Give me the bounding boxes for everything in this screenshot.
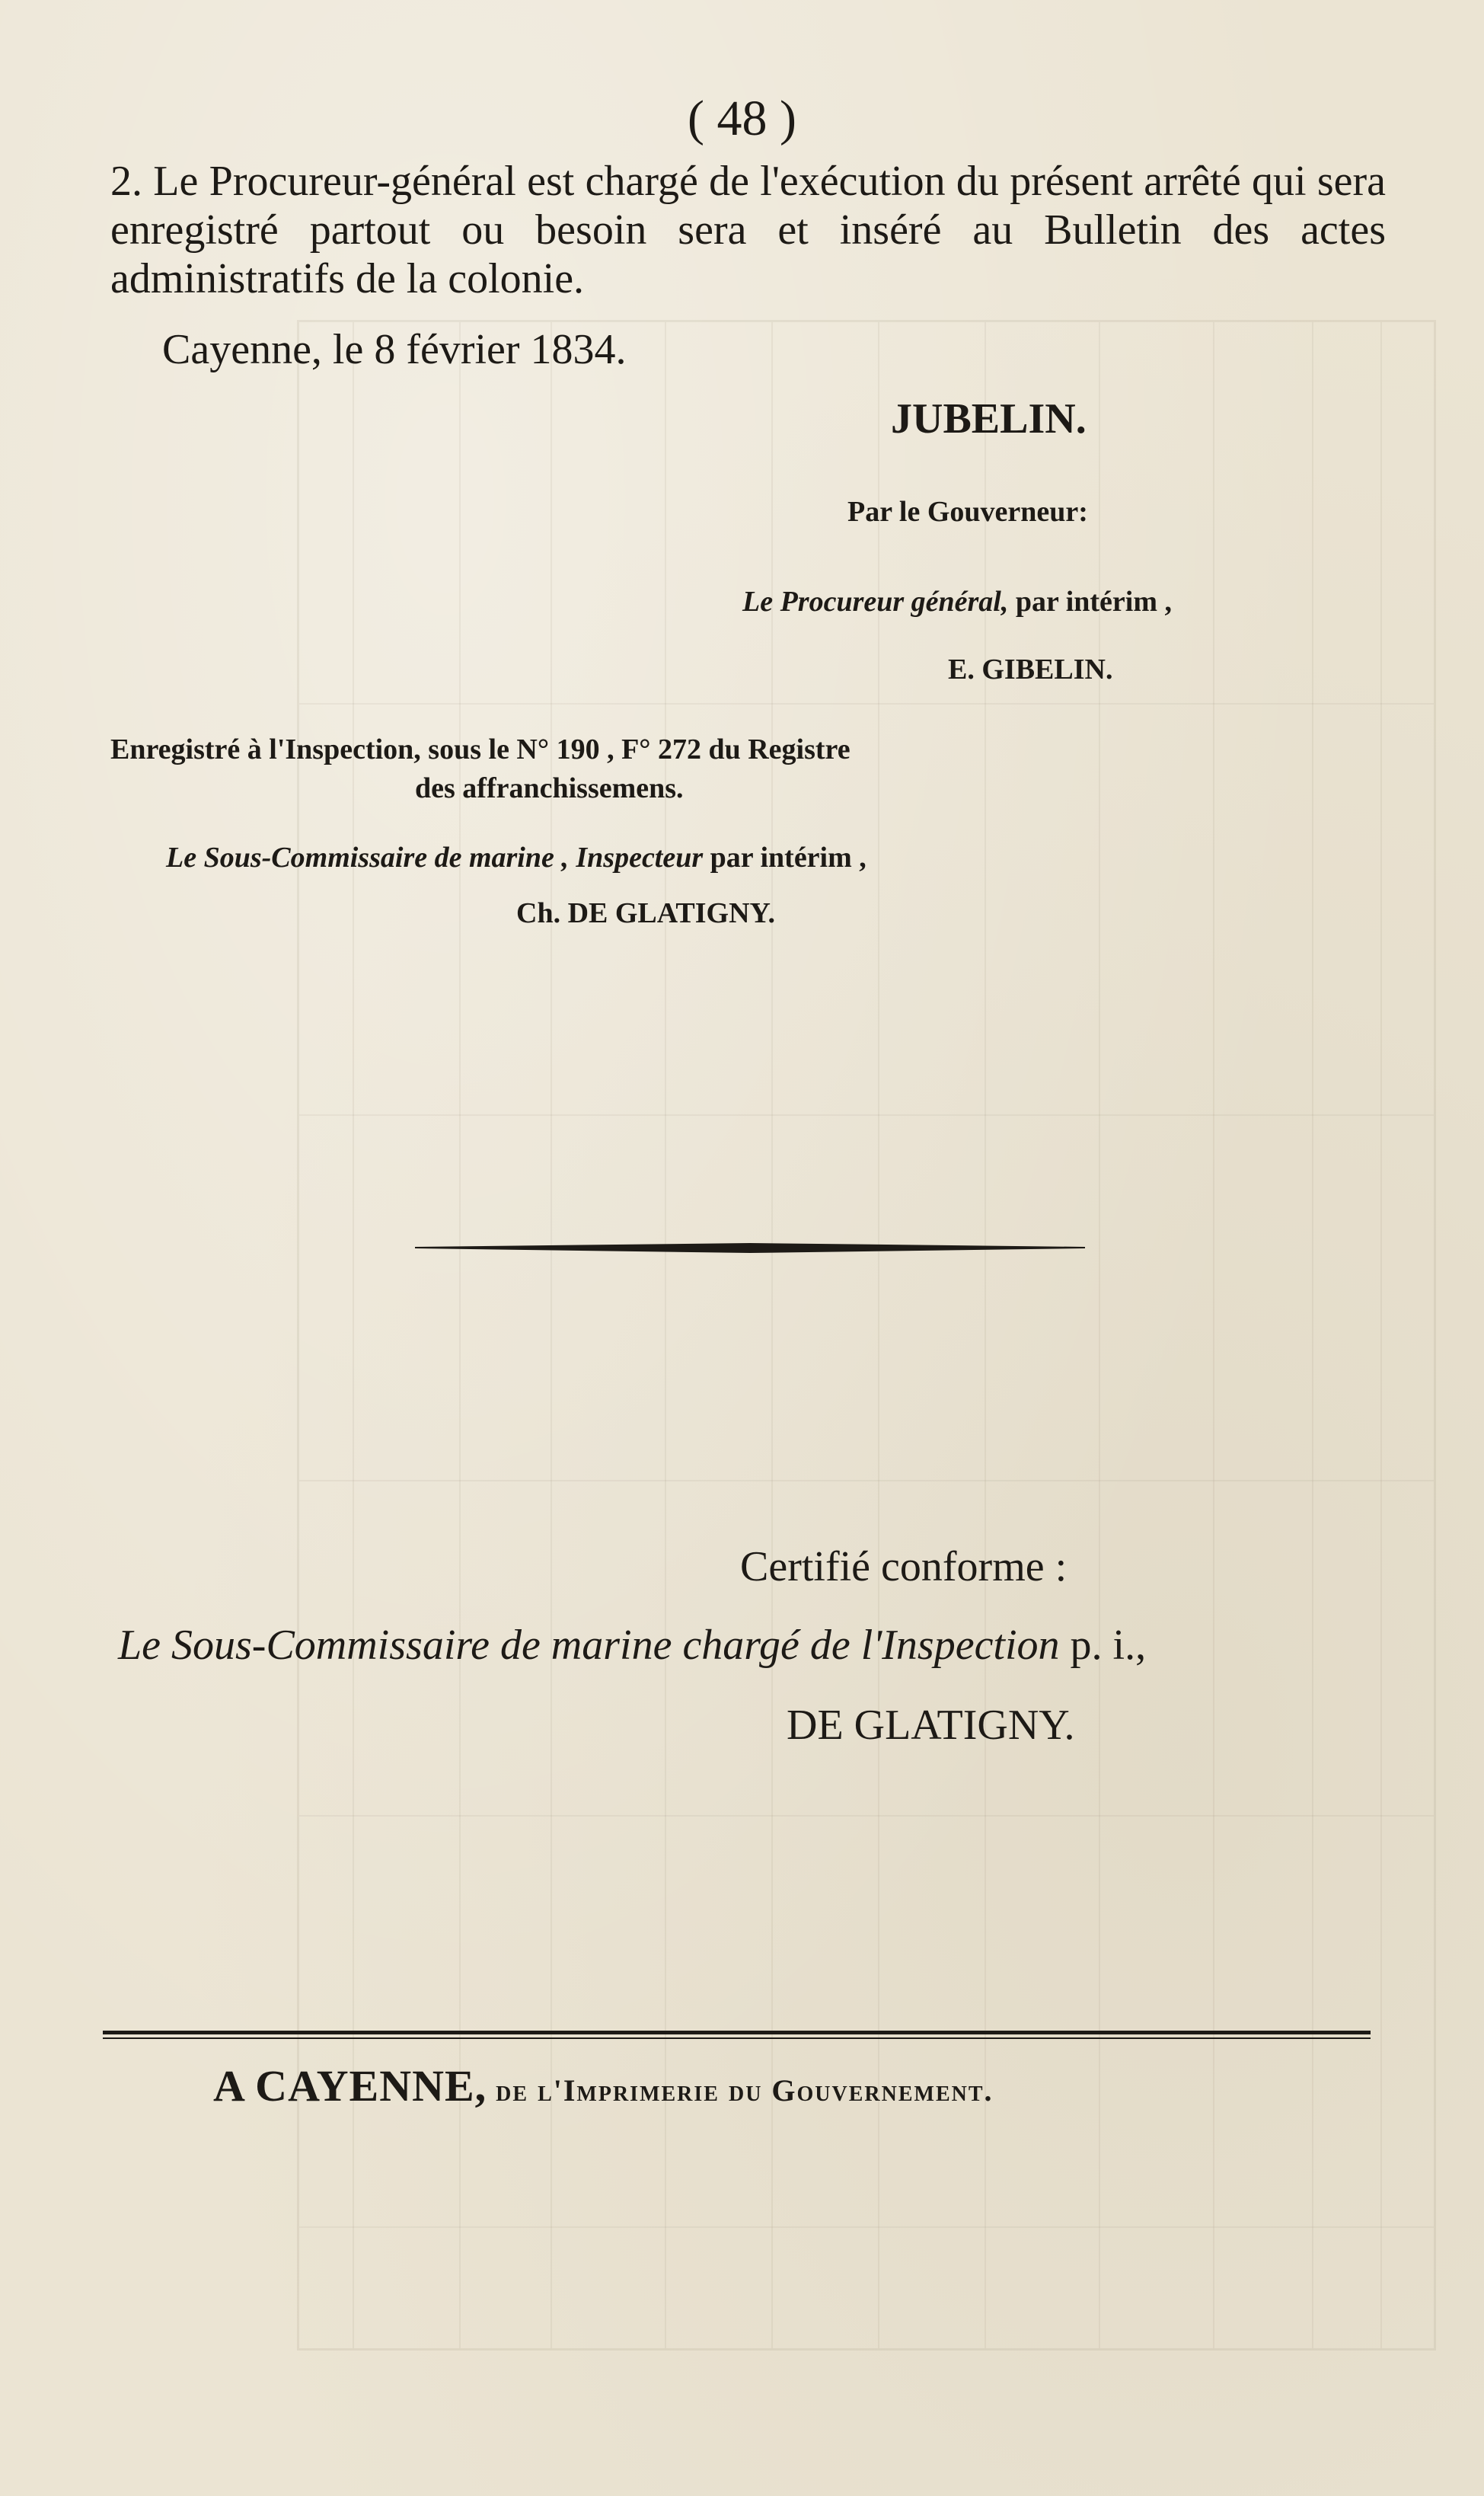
registration-line-1: Enregistré à l'Inspection, sous le N° 190 , F° 272 du Registre	[110, 733, 851, 765]
governor-signature: JUBELIN.	[891, 395, 1087, 443]
sub-commissaire-signature: Ch. DE GLATIGNY.	[516, 897, 775, 929]
imprint-place: A CAYENNE,	[213, 2061, 487, 2111]
double-rule	[103, 2031, 1371, 2041]
ornamental-divider	[415, 1240, 1085, 1255]
certification-title	[118, 1621, 1146, 1670]
sub-commissaire-title-italic: Le Sous-Commissaire de marine , Inspecteur	[166, 842, 704, 874]
certification-title-italic: Le Sous-Commissaire de marine chargé de l'Inspection	[118, 1622, 1060, 1669]
certification-title-suffix: p. i.,	[1059, 1622, 1147, 1669]
procureur-signature: E. GIBELIN.	[948, 654, 1113, 686]
certification-signature: DE GLATIGNY.	[787, 1702, 1075, 1749]
printer-imprint	[213, 2060, 994, 2111]
imprint-printer: de l'Imprimerie du Gouvernement.	[487, 2073, 994, 2108]
procureur-title-italic: Le Procureur général,	[742, 586, 1009, 618]
article-paragraph: 2. Le Procureur-général est chargé de l'exécution du présent arrêté qui sera enregistré partout ou besoin sera et inséré au Bulletin des actes administratifs de la colonie.	[110, 158, 1386, 302]
procureur-title-suffix: par intérim ,	[1008, 586, 1172, 618]
procureur-title	[742, 585, 1172, 618]
by-governor-line: Par le Gouverneur:	[847, 496, 1088, 528]
page-number: ( 48 )	[688, 91, 796, 146]
sub-commissaire-title-suffix: par intérim ,	[703, 842, 866, 874]
certification-heading: Certifié conforme :	[740, 1543, 1068, 1590]
sub-commissaire-title	[166, 841, 866, 874]
date-line: Cayenne, le 8 février 1834.	[162, 326, 627, 373]
registration-line-2: des affranchissemens.	[415, 772, 684, 804]
bleed-through-table	[297, 320, 1436, 2351]
